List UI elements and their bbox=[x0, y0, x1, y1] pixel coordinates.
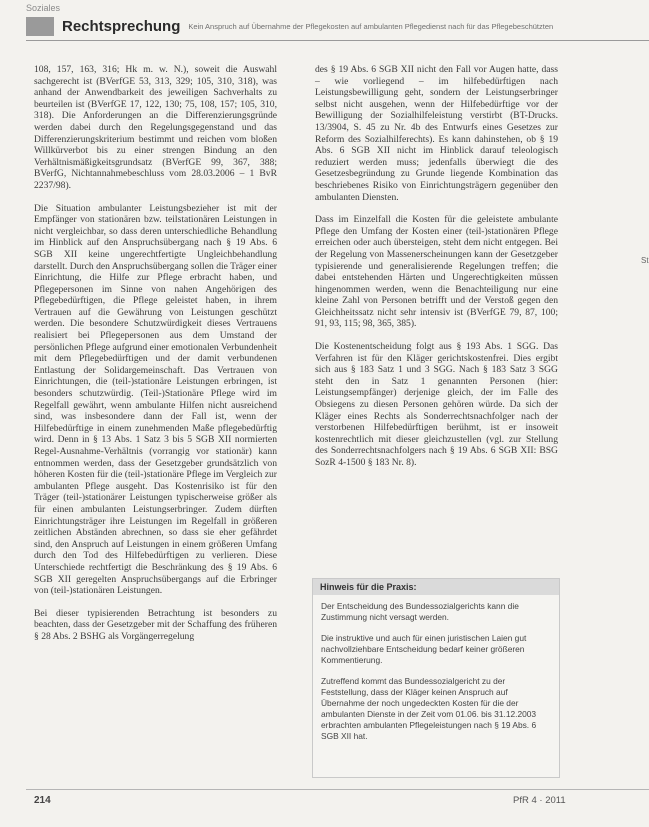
paragraph: Die Kostenentscheidung folgt aus § 193 Abs. 1 SGG. Das Verfahren ist für den Kläger gerichtskostenfrei. Dies ergibt sich aus § 183 Satz 1 und 3 SGG. Nach § 183 Satz 3 SGG steht den in Satz 1 genannten Personen (hier: Leistungsempfänger) derjenige gleich, der im Falle des Obsiegens zu diesen Personen gehören würde. Da sich der Kläger eines Rechts als Sonderrechtsnachfolger nach der verstorbenen Hilfebedürftigen berühmt, ist er insoweit kostenrechtlich mit dieser gleichzustellen (vgl. zur Stellung des Sonderrechtsnachfolgers nach § 19 Abs. 6 SGB XII: BSG SozR 4-1500 § 183 Nr. 8). bbox=[315, 341, 558, 468]
note-paragraph: Der Entscheidung des Bundessozialgerichts kann die Zustimmung nicht versagt werden. bbox=[321, 601, 519, 622]
margin-mark: St bbox=[641, 256, 649, 265]
paragraph: Dass im Einzelfall die Kosten für die geleistete ambulante Pflege den Umfang der Kosten einer (teil-)stationären Pflege erreichen oder auch übersteigen, steht dem nicht entgegen. Bei der Regelung von Massenerscheinungen kann der Gesetzgeber typisierende und generalisierende Regelungen treffen; die dabei entstehenden Härten und Ungerechtigkeiten müssen hingenommen werden, wenn die Benachteiligung nur eine kleine Zahl von Personen betrifft und der Verstoß gegen den Gleichheitssatz nicht sehr intensiv ist (BVerfGE 79, 87, 100; 91, 93, 115; 98, 365, 385). bbox=[315, 214, 558, 330]
journal-reference: PfR 4 · 2011 bbox=[513, 795, 566, 806]
right-column bbox=[315, 64, 558, 480]
paragraph: Bei dieser typisierenden Betrachtung ist besonders zu beachten, dass der Gesetzgeber mit der Schaffung des früheren § 28 Abs. 2 BSHG als Vorgängerregelung bbox=[34, 607, 277, 642]
paragraph: Die Situation ambulanter Leistungsbezieher ist mit der Empfänger von stationären bzw. teilstationären Leistungen in nicht vergleichbar, so dass deren unterschiedliche Behandlung im Hinblick auf den Anspruchsübergang nach § 19 Abs. 6 SGB XII keine ungerechtfertigte Ungleichbehandlung darstellt. Durch den Anspruchsübergang sollen die Träger einer Einrichtung, die Hilfe zur Pflege erbracht haben, und Pflegepersonen im Sinne von nahen Angehörigen des Pflegebedürftigen, die Pflege geleistet haben, in ihrem Vertrauen auf die Gewährung von Leistungen geschützt werden. Die besondere Schutzwürdigkeit dieses Vertrauens realisiert bei Pflegepersonen aus dem Umstand der persönlichen Pflege aufgrund einer emotionalen Verbundenheit mit dem Pflegebedürftigen und der damit verbundenen Entlastung der Solidargemeinschaft. Das Vertrauen von Einrichtungen, die (teil-)stationäre Leistungen erbringen, ist besonders schutzwürdig. (Teil-)Stationäre Pflege wird im Regelfall gewährt, wenn ambulante Hilfen nicht ausreichend sind, was insbesondere dann der Fall ist, wenn der Hilfebedürftige in einem zunehmenden Maße pflegebedürftig wird. Denn in § 13 Abs. 1 Satz 3 bis 5 SGB XII normierten Regel-Ausnahme-Verhältnis (vorrangig vor stationär) kann entnommen werden, dass der Gesetzgeber grundsätzlich von höheren Kosten für die (teil-)stationäre Pflege im Vergleich zur ambulanten Pflege ausgeht. Das Kostenrisiko ist für den Träger (teil-)stationärer Leistungen typischerweise größer als für einen ambulanten Leistungserbringer. Zudem dürften Einrichtungsträger ihre Leistungen im Regelfall in größeren zeitlichen Abständen abrechnen, so dass sie eher gefährdet sind, den Anspruch auf Leistungen in einem größeren Umfang durch den Tod des Hilfebedürftigen zu verlieren. Diese Unterschiede rechtfertigt die Beschränkung des § 19 Abs. 6 SGB XII geregelten Anspruchsübergangs auf die Erbringer von (teil-)stationären Leistungen. bbox=[34, 202, 277, 597]
page-header bbox=[26, 15, 649, 37]
note-paragraph: Zutreffend kommt das Bundessozialgericht zu der Feststellung, dass der Kläger keinen Anspruch auf Übernahme der noch ungedeckten Kosten für die der ambulanten Dienste in der Zeit vom 01.06. bis 31.12.2003 erbrachten ambulanten Pflegeleistungen nach § 19 Abs. 6 SGB XII hat. bbox=[321, 676, 537, 741]
practice-note-body bbox=[313, 595, 559, 758]
section-label: Soziales bbox=[26, 3, 61, 13]
note-paragraph: Die instruktive und auch für einen juristischen Laien gut nachvollziehbare Entscheidung bedarf keiner größeren Kommentierung. bbox=[321, 633, 527, 665]
paragraph: 108, 157, 163, 316; Hk m. w. N.), soweit die Auswahl sachgerecht ist (BVerfGE 53, 313, 329; 105, 310, 318), was anhand der Anwendbarkeit des jeweiligen Sachverhalts zu beurteilen ist (BVerfGE 17, 122, 130; 75, 108, 157; 105, 310, 318). Die Anforderungen an die Differenzierungsgründe werden dabei durch den Regelungsgegenstand und das Differenzierungskriterium bestimmt und reichen vom bloßen Willkürverbot bis zu einer strengen Bindung an den Verhältnismäßigkeitsgrundsatz (BVerfGE 99, 367, 388; BVerfG, Nichtannahmebeschluss vom 28.03.2006 – 1 BvR 2237/98). bbox=[34, 64, 277, 191]
header-divider bbox=[26, 40, 649, 41]
paragraph: des § 19 Abs. 6 SGB XII nicht den Fall vor Augen hatte, dass – wie vorliegend – im hilfebedürftigen nach Leistungsbewilligung geht, sondern der Leistungserbringer selbst nicht ausgehen, wenn der Hilfebedürftige vor der Bewilligung der Sozialhilfeleistung verstirbt (BT-Drucks. 13/3904, S. 45 zu Nr. 4b des Entwurfs eines Gesetzes zur Reform des Sozialhilferechts). Es kann dahinstehen, ob § 19 Abs. 6 SGB XII nicht im Hinblick darauf teleologisch reduziert werden muss; jedenfalls überwiegt die des Gesetzesbegründung zu Grunde liegende Kombination das beschriebenes Risiko von Einrichtungsträgern gegenüber den ambulanten Diensten. bbox=[315, 64, 558, 203]
page-number: 214 bbox=[34, 795, 51, 806]
practice-note-box bbox=[312, 578, 560, 778]
practice-note-title: Hinweis für die Praxis: bbox=[313, 579, 559, 595]
header-title: Rechtsprechung bbox=[62, 17, 181, 35]
header-subtitle: Kein Anspruch auf Übernahme der Pflegekosten auf ambulanten Pflegedienst nach für das Pflegebeschützten bbox=[188, 21, 554, 31]
footer-divider bbox=[26, 789, 649, 790]
header-color-block bbox=[26, 17, 54, 36]
left-column bbox=[34, 64, 277, 654]
